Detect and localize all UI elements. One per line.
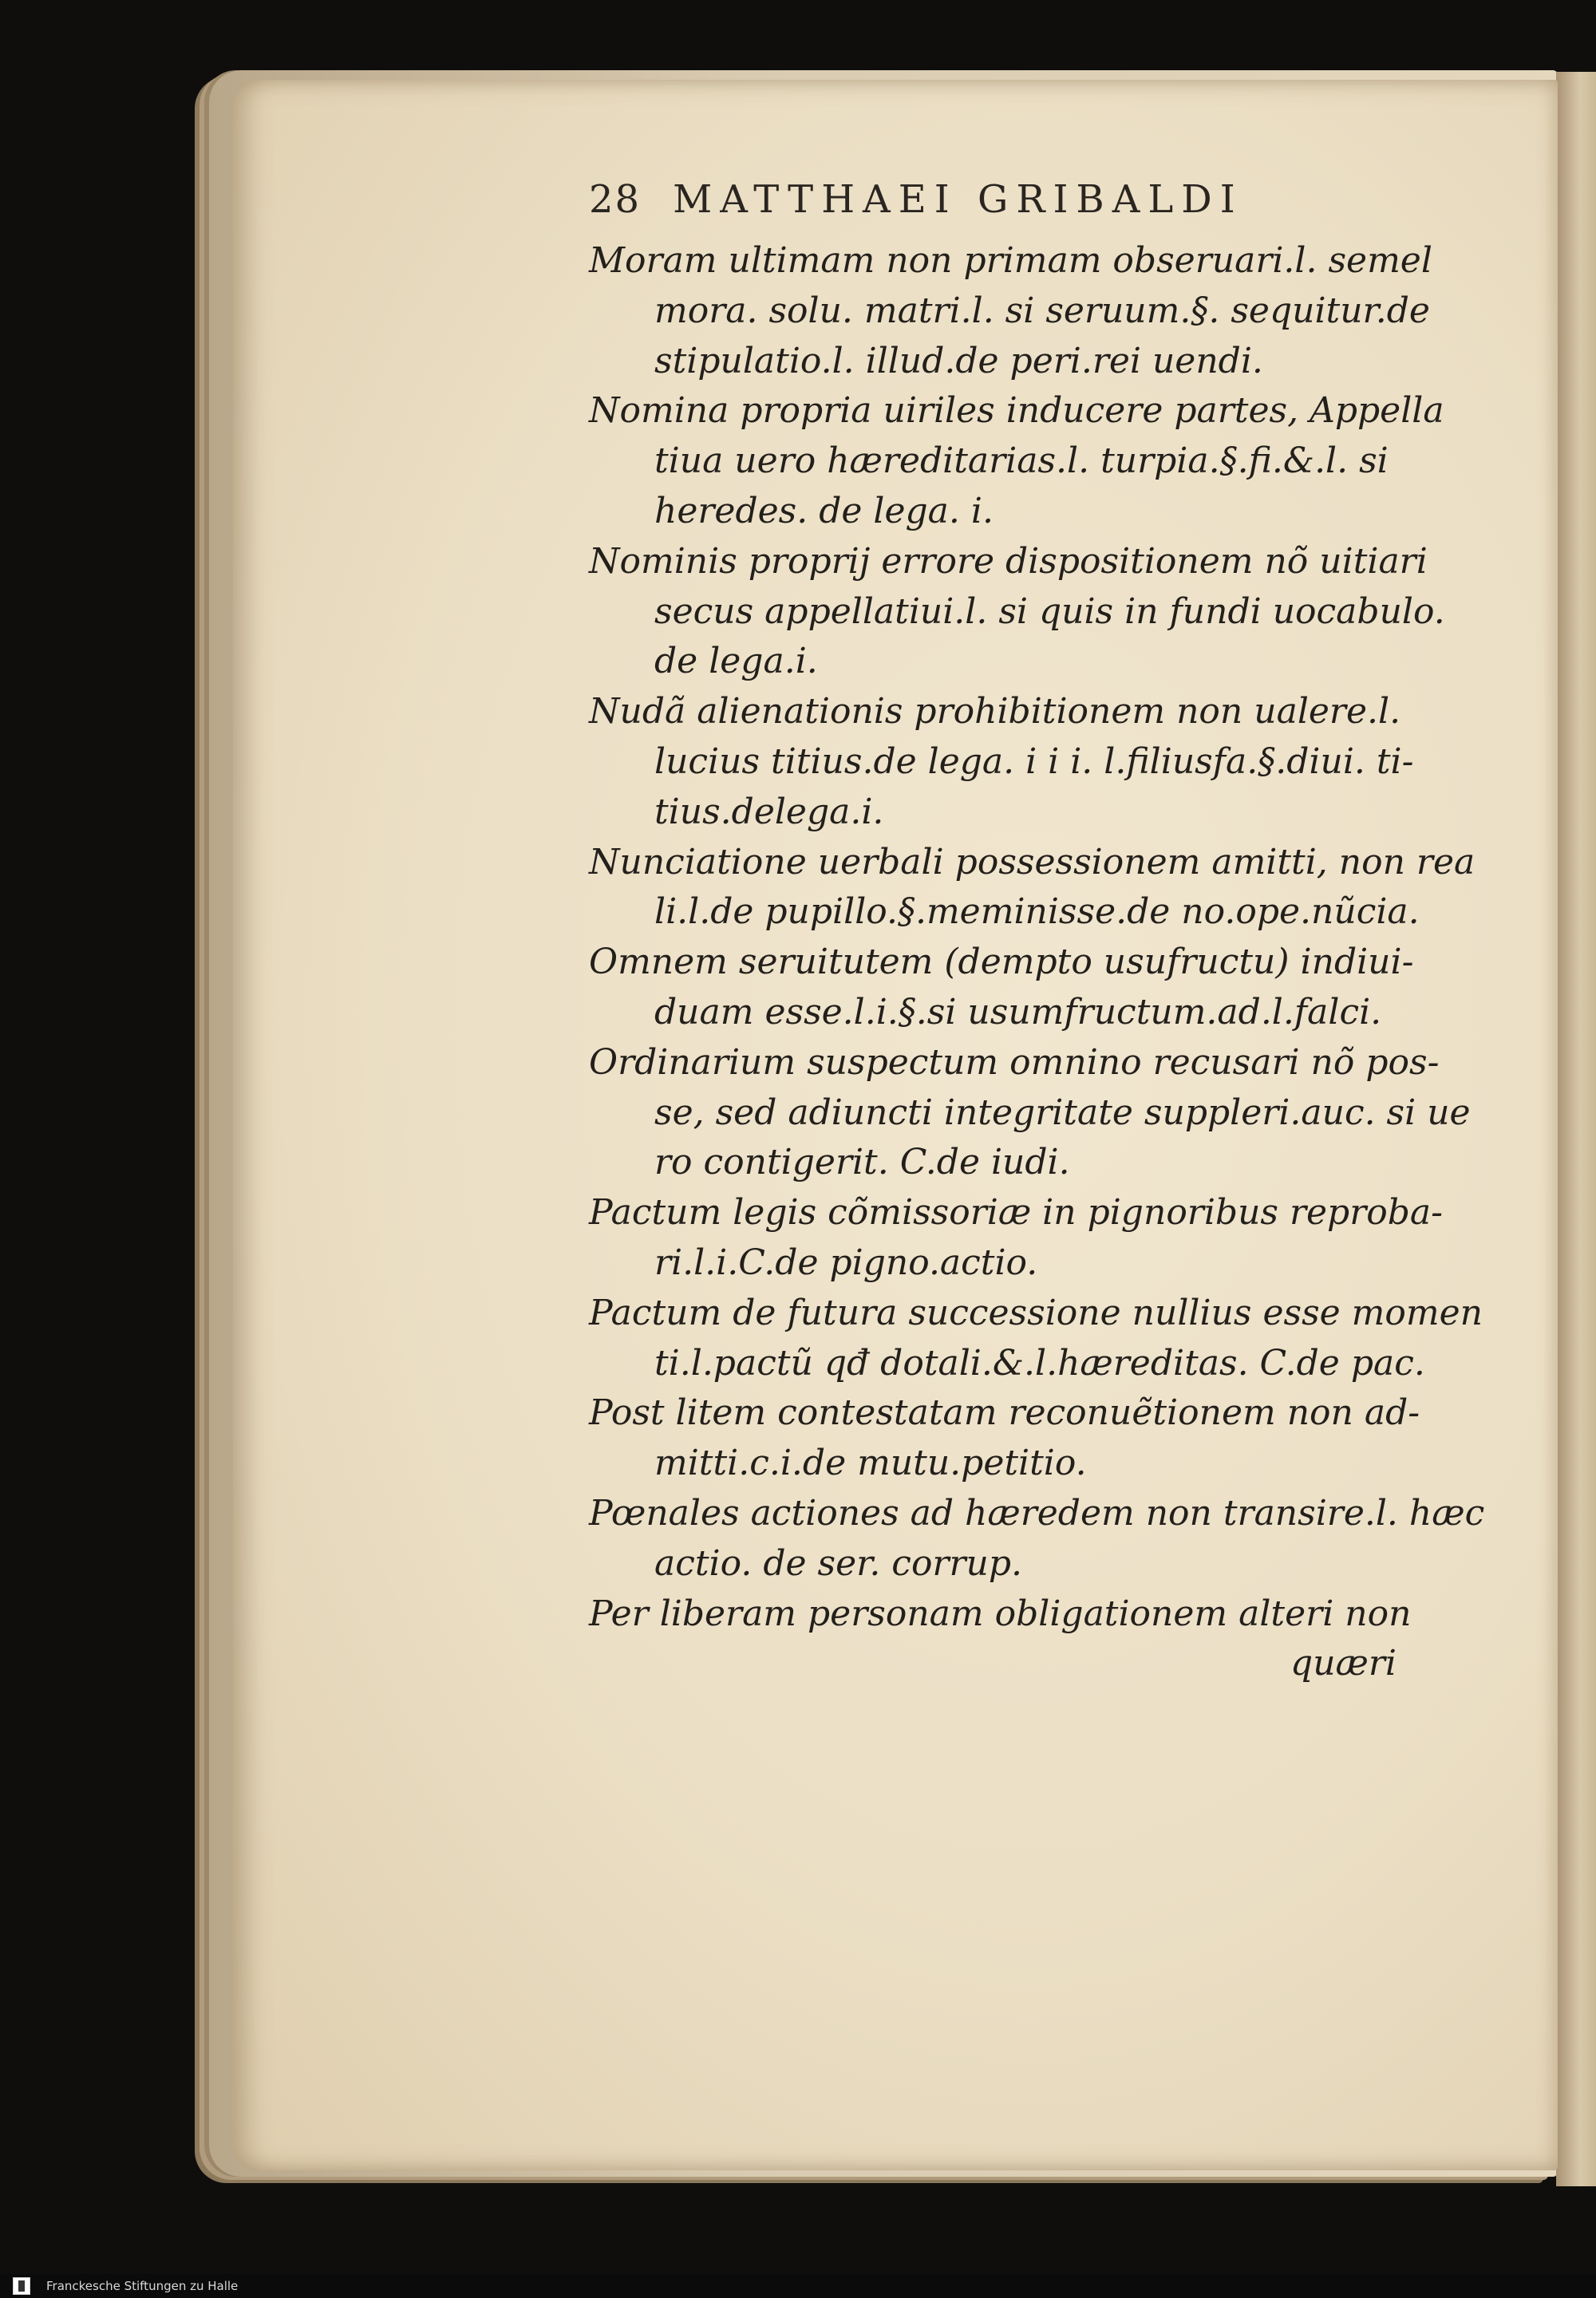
institution-logo-icon: [13, 2277, 30, 2295]
text-line: Moram ultimam non primam obseruari.l. semel: [589, 240, 1432, 281]
text-line: mitti.c.i.de mutu.petitio.: [654, 1443, 1087, 1484]
text-line: mora. solu. matri.l. si seruum.§. sequitur.de: [654, 290, 1430, 331]
text-line: Pœnales actiones ad hæredem non transire.l. hæc: [589, 1492, 1485, 1534]
text-line: tiua uero hæreditarias.l. turpia.§.fi.&.l. si: [654, 440, 1389, 482]
text-line: Omnem seruitutem (dempto usufructu) indiui-: [589, 942, 1414, 983]
footer-institution: Franckesche Stiftungen zu Halle: [46, 2279, 239, 2293]
text-line: Post litem contestatam reconuẽtionem non ad-: [589, 1392, 1420, 1434]
text-line: secus appellatiui.l. si quis in fundi uocabulo.: [654, 590, 1445, 632]
text-line: Pactum legis cõmissoriæ in pignoribus reproba-: [589, 1192, 1444, 1234]
text-line: Nunciatione uerbali possessionem amitti, non rea: [589, 841, 1476, 882]
text-line: stipulatio.l. illud.de peri.rei uendi.: [654, 340, 1263, 381]
text-line: ro contigerit. C.de iudi.: [654, 1142, 1070, 1183]
running-title: MATTHAEI GRIBALDI: [673, 177, 1243, 222]
text-line: de lega.i.: [654, 641, 818, 682]
page-number: 28: [589, 177, 642, 222]
text-line: tius.delega.i.: [654, 791, 884, 832]
text-line: Nominis proprij errore dispositionem nõ uitiari: [589, 540, 1428, 582]
text-line: duam esse.l.i.§.si usumfructum.ad.l.falci.: [654, 991, 1382, 1033]
catchword: quæri: [1290, 1643, 1396, 1684]
text-line: ti.l.pactũ qđ dotali.&.l.hæreditas. C.de pac.: [654, 1342, 1425, 1384]
footer-bar: [0, 2274, 1596, 2298]
running-header: [589, 177, 1387, 222]
text-line: heredes. de lega. i.: [654, 490, 994, 531]
text-line: Per liberam personam obligationem alteri non: [589, 1593, 1412, 1634]
text-line: Pactum de futura successione nullius esse momen: [589, 1292, 1483, 1333]
text-line: Nomina propria uiriles inducere partes, Appella: [589, 390, 1444, 432]
facing-page-edge: [1556, 72, 1596, 2186]
text-line: Ordinarium suspectum omnino recusari nõ pos-: [589, 1041, 1440, 1083]
text-line: actio. de ser. corrup.: [654, 1542, 1022, 1584]
text-line: li.l.de pupillo.§.meminisse.de no.ope.nũcia.: [654, 891, 1420, 933]
text-line: Nudã alienationis prohibitionem non ualere.l.: [589, 691, 1401, 732]
body-text: [589, 236, 1485, 1689]
text-line: ri.l.i.C.de pigno.actio.: [654, 1242, 1038, 1283]
text-line: lucius titius.de lega. i i i. l.filiusfa.§.diui. ti-: [654, 740, 1414, 782]
text-line: se, sed adiuncti integritate suppleri.auc. si ue: [654, 1092, 1471, 1133]
